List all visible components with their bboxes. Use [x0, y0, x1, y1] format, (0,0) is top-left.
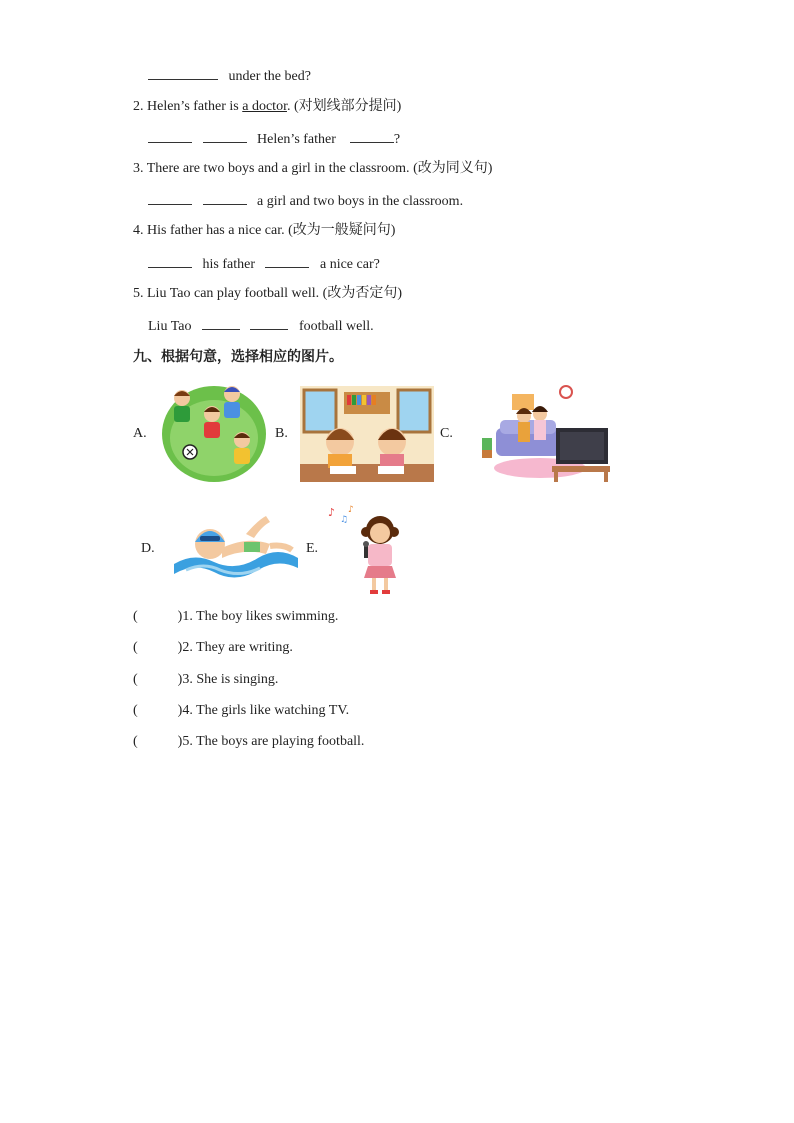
answer-blank[interactable] — [148, 129, 192, 143]
answer-blank[interactable] — [203, 191, 247, 205]
question-2: ( )2. They are writing. — [133, 640, 293, 655]
svg-text:♪: ♪ — [328, 506, 336, 519]
ex8-answer-5: Liu Tao football well. — [148, 316, 374, 336]
svg-text:♫: ♫ — [340, 515, 349, 525]
girls-writing-picture[interactable] — [300, 386, 434, 482]
ex8-question-5: 5. Liu Tao can play football well. (改为否定句) — [133, 286, 402, 301]
answer-blank[interactable] — [148, 254, 192, 268]
option-label-d: D. — [141, 541, 155, 556]
ex8-answer-3: a girl and two boys in the classroom. — [148, 191, 463, 211]
ex8-answer-2: Helen’s father ? — [148, 129, 400, 149]
ex8-question-2: 2. Helen’s father is a doctor. (对划线部分提问) — [133, 99, 402, 114]
answer-blank[interactable] — [350, 129, 394, 143]
question-1: ( )1. The boy likes swimming. — [133, 609, 339, 624]
section-heading: 九、根据句意，选择相应的图片。 — [133, 349, 343, 365]
boy-swimming-picture[interactable] — [166, 514, 300, 584]
answer-blank[interactable] — [203, 129, 247, 143]
option-label-e: E. — [306, 541, 319, 556]
ex8-question-4: 4. His father has a nice car. (改为一般疑问句) — [133, 223, 396, 238]
option-label-c: C. — [440, 426, 453, 441]
answer-blank[interactable] — [250, 316, 288, 330]
question-5: ( )5. The boys are playing football. — [133, 734, 365, 749]
boys-playing-football-picture[interactable] — [160, 380, 268, 486]
question-3: ( )3. She is singing. — [133, 672, 279, 687]
question-4: ( )4. The girls like watching TV. — [133, 703, 350, 718]
option-label-a: A. — [133, 426, 147, 441]
option-label-b: B. — [275, 426, 288, 441]
svg-text:♪: ♪ — [348, 505, 354, 515]
answer-blank[interactable] — [202, 316, 240, 330]
ex8-line-1: under the bed? — [148, 66, 311, 86]
answer-blank[interactable] — [265, 254, 309, 268]
girl-singing-picture[interactable] — [326, 502, 406, 598]
answer-blank[interactable] — [148, 191, 192, 205]
girls-watching-tv-picture[interactable] — [478, 382, 612, 484]
answer-blank[interactable] — [148, 66, 218, 80]
ex8-answer-4: his father a nice car? — [148, 254, 380, 274]
ex8-question-3: 3. There are two boys and a girl in the classroom. (改为同义句) — [133, 161, 493, 176]
underlined-phrase: a doctor — [242, 99, 287, 114]
